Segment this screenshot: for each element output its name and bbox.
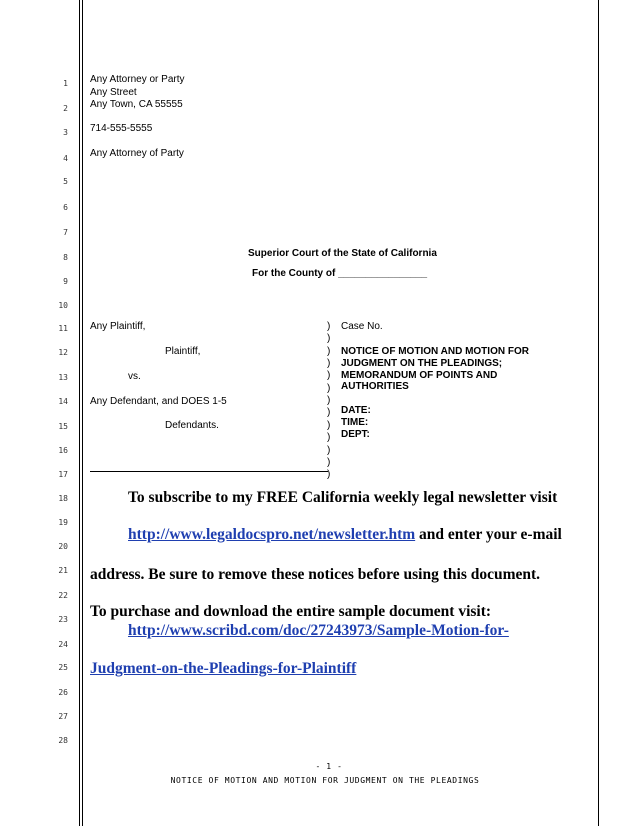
line-number: 28 bbox=[58, 736, 68, 745]
hearing-time-label: TIME: bbox=[341, 417, 369, 428]
line-number: 6 bbox=[63, 203, 68, 212]
line-number: 13 bbox=[58, 373, 68, 382]
hearing-dept-label: DEPT: bbox=[341, 429, 370, 440]
document-title-line-3: MEMORANDUM OF POINTS AND bbox=[341, 370, 498, 381]
caption-paren: ) bbox=[327, 321, 331, 332]
line-number: 15 bbox=[58, 422, 68, 431]
line-number: 2 bbox=[63, 104, 68, 113]
caption-paren: ) bbox=[327, 432, 331, 444]
document-title-line-2: JUDGMENT ON THE PLEADINGS; bbox=[341, 358, 503, 369]
line-number: 10 bbox=[58, 301, 68, 310]
purchase-text: To purchase and download the entire sample document visit: bbox=[90, 603, 492, 620]
line-number: 17 bbox=[58, 470, 68, 479]
court-name: Superior Court of the State of California bbox=[248, 248, 437, 259]
line-number: 20 bbox=[58, 542, 68, 551]
caption-paren: ) bbox=[327, 370, 331, 382]
line-number: 18 bbox=[58, 494, 68, 503]
attorney-name: Any Attorney or Party bbox=[90, 74, 185, 85]
enter-email-text: and enter your e-mail bbox=[415, 526, 562, 543]
plaintiff-label: Plaintiff, bbox=[165, 346, 201, 357]
versus-label: vs. bbox=[128, 371, 141, 382]
case-number-label: Case No. bbox=[341, 321, 383, 332]
subscribe-text: To subscribe to my FREE California weekly legal newsletter visit bbox=[128, 489, 558, 506]
caption-paren: ) bbox=[327, 419, 331, 431]
document-title-line-1: NOTICE OF MOTION AND MOTION FOR bbox=[341, 346, 529, 357]
line-number: 26 bbox=[58, 688, 68, 697]
line-number: 5 bbox=[63, 177, 68, 186]
defendant-label: Defendants. bbox=[165, 420, 219, 431]
line-number: 25 bbox=[58, 663, 68, 672]
defendant-name: Any Defendant, and DOES 1-5 bbox=[90, 396, 227, 407]
line-number: 3 bbox=[63, 128, 68, 137]
document-title-line-4: AUTHORITIES bbox=[341, 381, 409, 392]
caption-underline bbox=[90, 471, 328, 472]
plaintiff-name: Any Plaintiff, bbox=[90, 321, 146, 332]
newsletter-line bbox=[128, 526, 562, 544]
caption-paren: ) bbox=[327, 469, 331, 481]
caption-paren: ) bbox=[327, 333, 331, 345]
line-number: 7 bbox=[63, 228, 68, 237]
hearing-date-label: DATE: bbox=[341, 405, 371, 416]
line-number: 27 bbox=[58, 712, 68, 721]
attorney-city: Any Town, CA 55555 bbox=[90, 99, 183, 110]
scribd-link-part-1[interactable]: http://www.scribd.com/doc/27243973/Sample-Motion-for- bbox=[128, 622, 509, 639]
line-number: 23 bbox=[58, 615, 68, 624]
caption-paren: ) bbox=[327, 456, 331, 468]
line-number: 14 bbox=[58, 397, 68, 406]
line-number: 16 bbox=[58, 446, 68, 455]
newsletter-link[interactable]: http://www.legaldocspro.net/newsletter.htm bbox=[128, 526, 416, 543]
attorney-street: Any Street bbox=[90, 87, 137, 98]
line-number: 24 bbox=[58, 640, 68, 649]
attorney-phone: 714-555-5555 bbox=[90, 123, 153, 134]
line-number: 11 bbox=[58, 324, 68, 333]
line-number: 21 bbox=[58, 566, 68, 575]
line-number: 4 bbox=[63, 154, 68, 163]
court-county: For the County of ________________ bbox=[252, 268, 428, 279]
line-number: 8 bbox=[63, 253, 68, 262]
caption-paren: ) bbox=[327, 444, 331, 456]
caption-paren: ) bbox=[327, 345, 331, 357]
right-margin-rule bbox=[598, 0, 599, 826]
left-margin-rule bbox=[79, 0, 80, 826]
address-notice-text: address. Be sure to remove these notices before using this document. bbox=[90, 566, 541, 583]
scribd-link-part-2[interactable]: Judgment-on-the-Pleadings-for-Plaintiff bbox=[90, 660, 357, 677]
caption-paren: ) bbox=[327, 395, 331, 407]
left-margin-rule-inner bbox=[82, 0, 83, 826]
footer-title: NOTICE OF MOTION AND MOTION FOR JUDGMENT ON THE PLEADINGS bbox=[170, 776, 480, 785]
line-number: 19 bbox=[58, 518, 68, 527]
line-number: 1 bbox=[63, 79, 68, 88]
caption-paren: ) bbox=[327, 407, 331, 419]
line-number: 9 bbox=[63, 277, 68, 286]
attorney-for: Any Attorney of Party bbox=[90, 148, 184, 159]
caption-paren: ) bbox=[327, 382, 331, 394]
line-number: 22 bbox=[58, 591, 68, 600]
page-number: - 1 - bbox=[315, 762, 343, 771]
caption-paren: ) bbox=[327, 358, 331, 370]
line-number: 12 bbox=[58, 348, 68, 357]
